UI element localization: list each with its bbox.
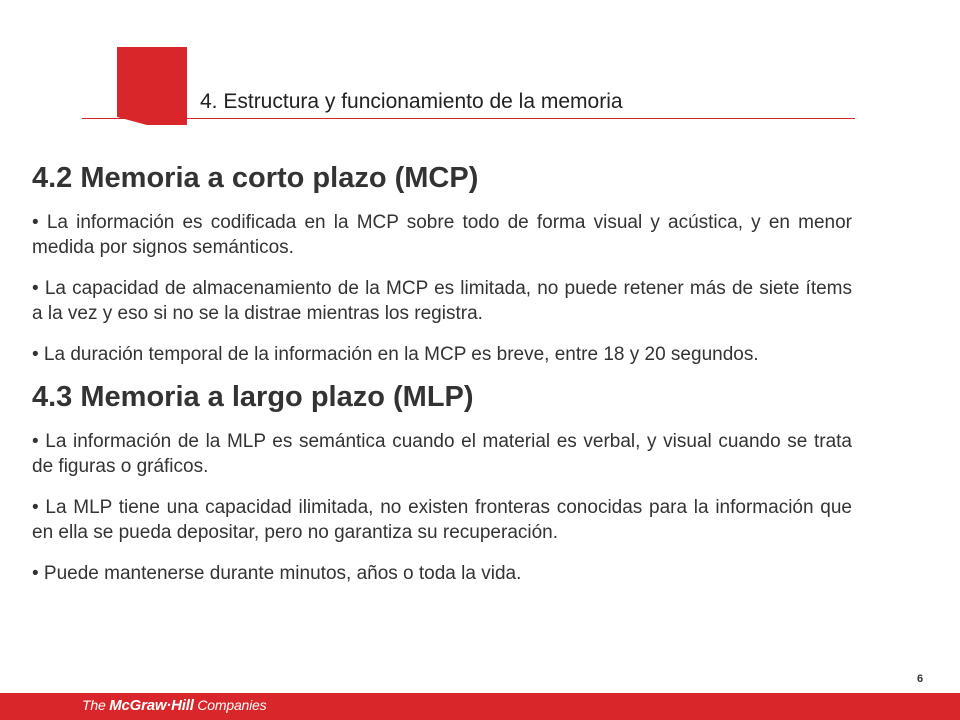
bullet-item: • La duración temporal de la información en la MCP es breve, entre 18 y 20 segundos. [32, 344, 759, 365]
publisher-logo [82, 697, 266, 714]
bullet-item: • La información es codificada en la MCP sobre todo de forma visual y acústica, y en menor medida por signos semánticos. [32, 212, 852, 258]
header-rule [82, 118, 855, 119]
footer-bar [0, 693, 960, 720]
bullet-item: • La capacidad de almacenamiento de la MCP es limitada, no puede retener más de siete ítems a la vez y eso si no se la distrae mientras los registra. [32, 278, 852, 324]
heading-long-term-memory: 4.3 Memoria a largo plazo (MLP) [32, 381, 474, 413]
bullet-item: • Puede mantenerse durante minutos, años o toda la vida. [32, 563, 522, 584]
page-number: 6 [917, 673, 924, 685]
slide-content [32, 160, 852, 586]
section-title: 4. Estructura y funcionamiento de la memoria [200, 90, 623, 113]
bullet-item: • La información de la MLP es semántica cuando el material es verbal, y visual cuando se trata de figuras o gráficos. [32, 431, 852, 477]
logo-suffix: Companies [193, 697, 267, 713]
logo-prefix: The [82, 697, 110, 713]
bullet-item: • La MLP tiene una capacidad ilimitada, no existen fronteras conocidas para la información que en ella se pueda depositar, pero no garantiza su recuperación. [32, 497, 852, 543]
heading-short-term-memory: 4.2 Memoria a corto plazo (MCP) [32, 162, 479, 194]
logo-brand: McGraw·Hill [109, 697, 194, 714]
header-red-block [117, 47, 187, 125]
